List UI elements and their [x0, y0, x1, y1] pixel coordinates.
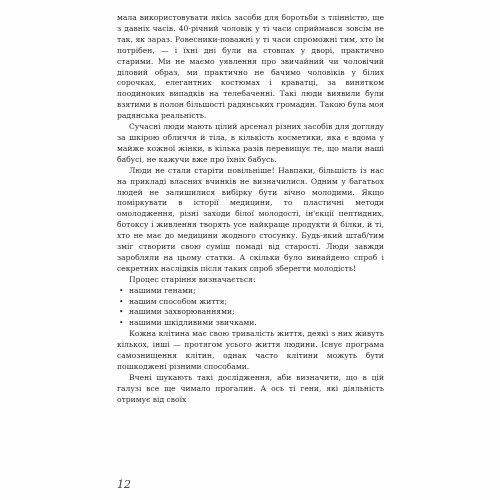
- paragraph-5: Кожна клітина має свою тривалість життя, деякі з них живуть кількох, інші — протягом усього життя людини. Існує програма самознищення клітин, однак часто клітини можуть бути пошкоджені різними способами.: [117, 329, 384, 371]
- list-item: • нашими генами;: [119, 285, 196, 295]
- list-item: • нашими захворюваннями;: [119, 307, 235, 317]
- body-text: [117, 13, 384, 406]
- bullet-icon: •: [119, 307, 124, 317]
- bullet-icon: •: [119, 285, 124, 295]
- list-item: • нашим способом життя;: [119, 296, 228, 306]
- paragraph-3: Люди не стали старіти повільніше! Навпаки, більшість із нас на прикладі власних вчинків не визначилися. Одним у багатьох людей не залишилися вибірку бути вічно молодими. Якщо поміркувати в історії медицини, то пластичні методи омолодження, різні заходи білої молодості, ін'єкції пептидних, ботоксу і живлення творять усе найкраще продукти й білки, й ті, хто не має до медицини жодного стосунку. Будь-який штаб/тим зміг створити свою суміш помаді від старості. Люди завжди заробляли на цьому статки. А скільки було винайдено спроб і секретних наслідків після таких спроб зберегти молодість!: [117, 165, 384, 273]
- paragraph-6: Вчені шукають такі дослідження, аби визначити, що в цій галузі все ще чимало прогалин. А ось ті гени, які діяльність отримує від своїх: [117, 372, 384, 404]
- page-number: 12: [117, 478, 131, 491]
- list-item: • нашими шкідливими звичками.: [119, 318, 257, 328]
- bullet-icon: •: [119, 318, 124, 328]
- paragraph-4: Процес старіння визначається:: [129, 274, 256, 284]
- paragraph-2: Сучасні люди мають цілий арсенал різних засобів для догляду за шкірою обличчя й тіла, в кількість косметики, яка є вдома у майже кожної жінки, в кілька разів перевищує те, що мали наші бабусі, не кажучи вже про їхніх бабусь.: [117, 122, 384, 164]
- aging-factors-list: [117, 286, 384, 330]
- paragraph-1: мала використовувати якісь засоби для боротьби з тлінністю, ще з давніх часів. 40-річний чоловік у ті часи сприймався зовсім не так, як зараз. Ровесники-поважні у ті часи спроможні тим, хто їм потрібен, — і їхні дні були на стовпах у дворі, практично старими. Ми не маємо уявлення про звичайний чи чоловічий діловий образ, ми практично не бачимо чоловіків у білих сорочках, елегантних костюмах і краватці, за винятком поодиноких випадків на телебаченні. Такі люди виявили були взятими в полон більшості радянських громадян. Такою була моя радянська реальність.: [117, 13, 384, 121]
- bullet-icon: •: [119, 296, 124, 306]
